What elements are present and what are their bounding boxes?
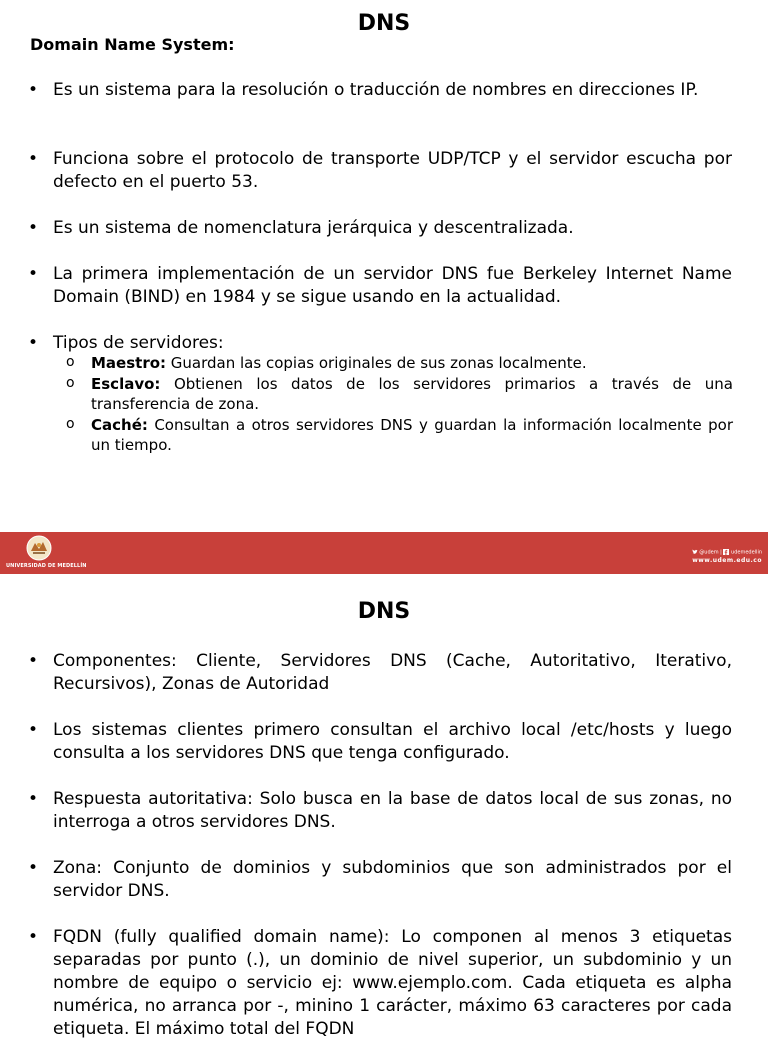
facebook-icon[interactable] (723, 549, 729, 555)
bullet-dot: • (28, 333, 39, 353)
bullet-item (28, 148, 732, 194)
bullet-item (28, 788, 732, 834)
sub-bullet-circle: o (66, 374, 75, 391)
university-name: UNIVERSIDAD DE MEDELLÍN (6, 563, 87, 569)
twitter-icon[interactable] (692, 549, 698, 555)
bullet-item (28, 217, 732, 240)
server-type-desc: Consultan a otros servidores DNS y guardan la información localmente por un tiempo. (91, 415, 733, 454)
twitter-handle[interactable]: @udem (699, 549, 719, 556)
slide-2-title: DNS (357, 599, 411, 624)
website-link[interactable]: www.udem.edu.co (692, 557, 762, 564)
server-type-desc: Guardan las copias originales de sus zonas localmente. (166, 354, 587, 372)
bullet-item (28, 263, 732, 309)
slide-1-subtitle: Domain Name System: (30, 35, 235, 54)
bullet-dot: • (28, 858, 39, 878)
bullet-dot: • (28, 927, 39, 947)
sub-bullet-circle: o (66, 415, 75, 432)
bullet-text: FQDN (fully qualified domain name): Lo componen al menos 3 etiquetas separadas por punto (.), un dominio de nivel superior, un subdominio y un nombre de equipo o servicio ej: www.ejemplo.com. Cada etiqueta es alpha numérica, no arranca por -, minino 1 carácter, máximo 63 caracteres por cada etiqueta. El máximo total del FQDN (53, 927, 732, 1039)
bullet-item (28, 719, 732, 765)
social-divider: | (720, 549, 722, 556)
bullet-text: Es un sistema de nomenclatura jerárquica y descentralizada. (53, 218, 574, 238)
bullet-dot: • (28, 789, 39, 809)
social-links (692, 549, 762, 556)
bullet-item (28, 857, 732, 903)
bullet-dot: • (28, 218, 39, 238)
sub-bullet-circle: o (66, 354, 75, 370)
bullet-dot: • (28, 264, 39, 284)
server-type-maestro (66, 353, 733, 374)
bullet-text: Componentes: Cliente, Servidores DNS (Cache, Autoritativo, Iterativo, Recursivos), Zonas de Autoridad (53, 651, 732, 694)
server-type-desc: Obtienen los datos de los servidores primarios a través de una transferencia de zona. (91, 374, 733, 413)
bullet-item (28, 650, 732, 696)
server-type-cache (66, 415, 733, 456)
bullet-dot: • (28, 149, 39, 169)
server-type-esclavo (66, 374, 733, 415)
bullet-dot: • (28, 651, 39, 671)
server-type-term: Esclavo: (91, 374, 161, 393)
slide-1-title: DNS (357, 11, 411, 36)
server-type-term: Caché: (91, 415, 148, 434)
bullet-text: Tipos de servidores: (53, 333, 224, 353)
facebook-handle[interactable]: udemedellin (731, 549, 762, 556)
footer-band (0, 532, 768, 574)
bullet-text: Funciona sobre el protocolo de transporte UDP/TCP y el servidor escucha por defecto en el puerto 53. (53, 149, 732, 192)
server-types-list (66, 353, 733, 456)
bullet-item (28, 332, 732, 355)
bullet-text: Respuesta autoritativa: Solo busca en la base de datos local de sus zonas, no interroga a otros servidores DNS. (53, 789, 732, 832)
bullet-text: Zona: Conjunto de dominios y subdominios que son administrados por el servidor DNS. (53, 858, 732, 901)
bullet-item (28, 79, 732, 102)
bullet-text: La primera implementación de un servidor DNS fue Berkeley Internet Name Domain (BIND) en 1984 y se sigue usando en la actualidad. (53, 264, 732, 307)
bullet-text: Es un sistema para la resolución o traducción de nombres en direcciones IP. (53, 80, 699, 100)
server-type-term: Maestro: (91, 354, 167, 372)
bullet-dot: • (28, 80, 39, 100)
bullet-dot: • (28, 720, 39, 740)
university-logo-icon (24, 535, 54, 561)
bullet-text: Los sistemas clientes primero consultan el archivo local /etc/hosts y luego consulta a los servidores DNS que tenga configurado. (53, 720, 732, 763)
